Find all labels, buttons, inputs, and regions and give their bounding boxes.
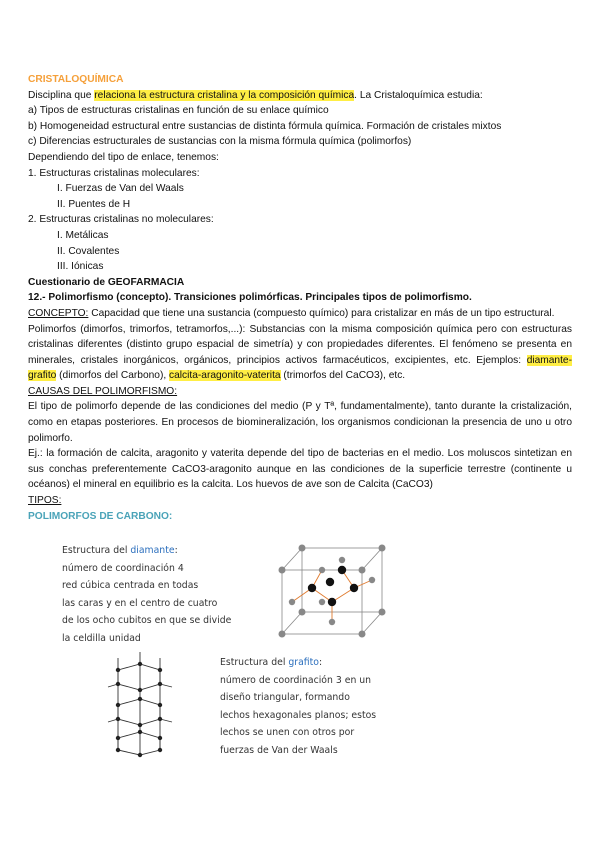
questionnaire-heading: Cuestionario de GEOFARMACIA xyxy=(28,276,185,288)
diamond-structure-illustration xyxy=(272,540,392,640)
molecular-item: I. Fuerzas de Van del Waals xyxy=(57,183,184,195)
graphite-heading xyxy=(220,654,376,672)
study-item-b: b) Homogeneidad estructural entre sustancias de distinta fórmula química. Formación de cristales mixtos xyxy=(28,120,502,132)
diamond-heading xyxy=(62,542,231,560)
diamond-line: la celdilla unidad xyxy=(62,632,141,644)
doc-title: CRISTALOQUÍMICA xyxy=(28,74,124,85)
non-molecular-heading: 2. Estructuras cristalinas no moleculares: xyxy=(28,214,214,226)
polymorphs-mid: (dimorfos del Carbono), xyxy=(56,370,170,382)
depending-text: Dependiendo del tipo de enlace, tenemos: xyxy=(28,151,219,163)
non-molecular-item: I. Metálicas xyxy=(57,229,109,241)
intro-highlight: relaciona la estructura cristalina y la composición química xyxy=(94,89,355,101)
graphite-heading-colon: : xyxy=(319,657,323,668)
document-body xyxy=(28,72,572,524)
non-molecular-item: III. Iónicas xyxy=(57,261,104,273)
graphite-line: lechos se unen con otros por xyxy=(220,727,355,738)
polymorphs-post: (trimorfos del CaCO3), etc. xyxy=(280,370,406,382)
diamond-heading-pre: Estructura del xyxy=(62,545,131,556)
concept-text: Capacidad que tiene una sustancia (compuesto químico) para cristalizar en más de un tipo estructural. xyxy=(88,307,555,319)
molecular-item: II. Puentes de H xyxy=(57,198,131,210)
polymorphs-paragraph xyxy=(28,322,572,384)
diamond-line: de los ocho cubitos en que se divide xyxy=(62,615,232,626)
concept-paragraph xyxy=(28,306,572,322)
non-molecular-item: II. Covalentes xyxy=(57,245,120,257)
types-label: TIPOS: xyxy=(28,495,62,507)
causes-paragraph-1: El tipo de polimorfo depende de las condiciones del medio (P y Tª, fundamentalmente), tanto durante la cristalización, como en etapas posteriores. En procesos de biomineralización, los organismos condicionan la presencia de uno u otro polimorfo. xyxy=(28,401,572,444)
graphite-line: fuerzas de Van der Waals xyxy=(220,744,338,756)
intro-post: . La Cristaloquímica estudia: xyxy=(354,89,483,101)
highlight-calcite: calcita-aragonito-vaterita xyxy=(169,370,281,382)
study-item-c: c) Diferencias estructurales de sustancias con la misma fórmula química (polimorfos) xyxy=(28,136,412,148)
diamond-line: red cúbica centrada en todas xyxy=(62,580,199,591)
diamond-caption xyxy=(62,542,231,647)
causes-paragraph-2: Ej.: la formación de calcita, aragonito y vaterita depende del tipo de bacterias en el medio. Los moluscos sintetizan en sus conchas preferentemente CaCO3-aragonito aunque en las condiciones de la superficie terrestre (continente u océanos) el mineral en equilibrio es la calcita. Los huevos de ave son de Calcita (CaCO3) xyxy=(28,448,572,491)
question-heading: 12.- Polimorfismo (concepto). Transiciones polimórficas. Principales tipos de polimorfismo. xyxy=(28,292,472,304)
graphite-structure-illustration xyxy=(100,650,182,760)
concept-label: CONCEPTO: xyxy=(28,307,89,319)
graphite-line: diseño triangular, formando xyxy=(220,692,350,703)
diamond-line: las caras y en el centro de cuatro xyxy=(62,597,218,609)
polymorphs-pre: Polimorfos (dimorfos, trimorfos, tetramorfos,...): Substancias con la misma composición química pero con estructuras cristalinas diferentes (distinto grupo espacial de simetría) y con propiedades diferentes. El fenómeno se presenta en minerales, cristales inorgánicos, orgánicos, principios activos farmacéuticos, excipientes, etc. Ejemplos: xyxy=(28,323,572,366)
graphite-line: lechos hexagonales planos; estos xyxy=(220,709,377,721)
graphite-heading-pre: Estructura del xyxy=(220,657,289,668)
causes-label: CAUSAS DEL POLIMORFISMO: xyxy=(28,385,178,397)
diamond-heading-colon: : xyxy=(174,545,178,556)
molecular-heading: 1. Estructuras cristalinas moleculares: xyxy=(28,167,200,179)
intro-pre: Disciplina que xyxy=(28,89,95,101)
diamond-name: diamante xyxy=(130,545,175,556)
graphite-caption xyxy=(220,654,376,759)
intro-paragraph xyxy=(28,88,572,104)
graphite-line: número de coordinación 3 en un xyxy=(220,674,372,686)
highlight-diamond-graphite: diamante-grafito xyxy=(28,354,572,382)
study-item-a: a) Tipos de estructuras cristalinas en función de su enlace químico xyxy=(28,105,329,117)
carbon-title: POLIMORFOS DE CARBONO: xyxy=(28,510,173,522)
graphite-name: grafito xyxy=(288,657,319,668)
diamond-line: número de coordinación 4 xyxy=(62,562,184,574)
